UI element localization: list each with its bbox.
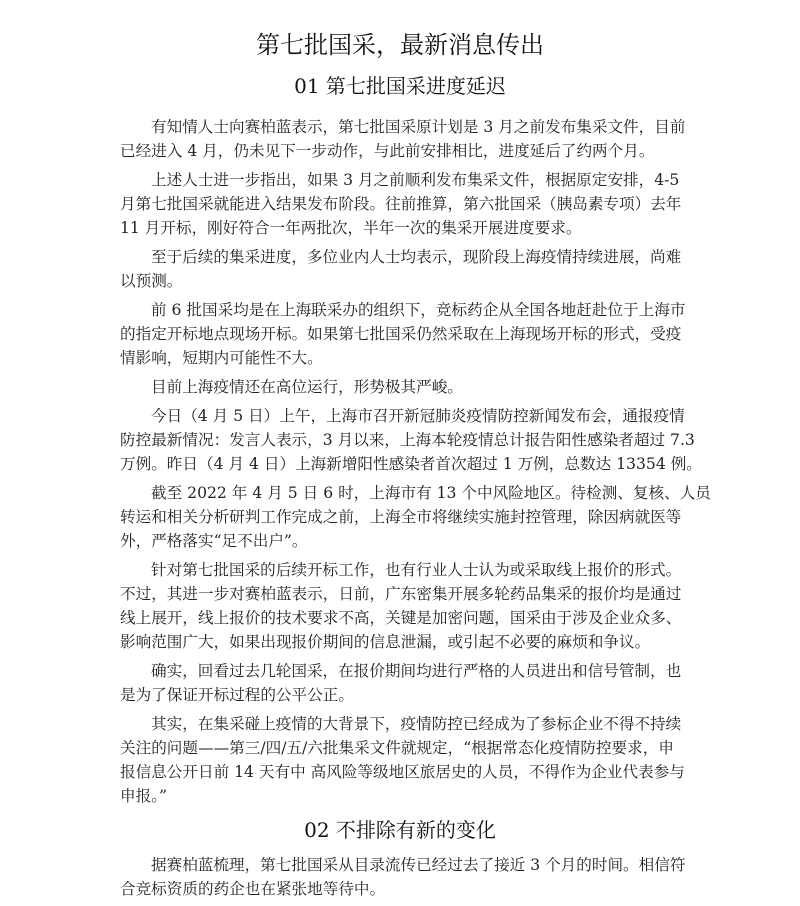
paragraph-line: 申报。” bbox=[120, 787, 167, 805]
paragraph-line: 截至 2022 年 4 月 5 日 6 时，上海市有 13 个中风险地区。待检测、复核、人员 bbox=[151, 484, 711, 502]
paragraph-line: 防控最新情况：发言人表示，3 月以来，上海本轮疫情总计报告阳性感染者超过 7.3 bbox=[120, 431, 695, 449]
paragraph-line: 今日（4 月 5 日）上午，上海市召开新冠肺炎疫情防控新闻发布会，通报疫情 bbox=[151, 407, 685, 425]
paragraph bbox=[120, 558, 690, 654]
paragraph-line: 月第七批国采就能进入结果发布阶段。往前推算，第六批国采（胰岛素专项）去年 bbox=[120, 195, 682, 213]
paragraph-line: 确实，回看过去几轮国采，在报价期间均进行严格的人员进出和信号管制，也 bbox=[151, 662, 682, 680]
section-2-body bbox=[120, 853, 690, 906]
paragraph-line: 至于后续的集采进度，多位业内人士均表示，现阶段上海疫情持续进展，尚难 bbox=[151, 248, 682, 266]
paragraph bbox=[120, 375, 690, 399]
paragraph-line: 转运和相关分析研判工作完成之前，上海全市将继续实施封控管理，除因病就医等 bbox=[120, 508, 682, 526]
paragraph bbox=[120, 245, 690, 293]
paragraph-line: 其实，在集采碰上疫情的大背景下，疫情防控已经成为了参标企业不得不持续 bbox=[151, 715, 682, 733]
paragraph-line: 合竞标资质的药企也在紧张地等待中。 bbox=[120, 880, 386, 898]
paragraph-line: 有知情人士向赛柏蓝表示，第七批国采原计划是 3 月之前发布集采文件，目前 bbox=[151, 118, 686, 136]
section-1-body bbox=[120, 115, 711, 813]
paragraph-line: 以预测。 bbox=[120, 272, 183, 290]
paragraph-line: 前 6 批国采均是在上海联采办的组织下，竞标药企从全国各地赶赴位于上海市 bbox=[151, 301, 686, 319]
paragraph-line: 11 月开标，刚好符合一年两批次，半年一次的集采开展进度要求。 bbox=[120, 219, 582, 237]
paragraph-line: 上述人士进一步指出，如果 3 月之前顺利发布集采文件，根据原定安排，4-5 bbox=[151, 171, 680, 189]
paragraph-line: 情影响，短期内可能性不大。 bbox=[120, 349, 323, 367]
paragraph-line: 关注的问题——第三/四/五/六批集采文件就规定，“根据常态化疫情防控要求，申 bbox=[120, 739, 674, 757]
paragraph-line: 是为了保证开标过程的公平公正。 bbox=[120, 686, 354, 704]
page-title: 第七批国采，最新消息传出 bbox=[256, 31, 544, 59]
paragraph bbox=[120, 853, 690, 901]
paragraph-line: 的指定开标地点现场开标。如果第七批国采仍然采取在上海现场开标的形式，受疫 bbox=[120, 325, 682, 343]
paragraph-line: 目前上海疫情还在高位运行，形势极其严峻。 bbox=[151, 378, 463, 396]
paragraph-line: 针对第七批国采的后续开标工作，也有行业人士认为或采取线上报价的形式。 bbox=[151, 561, 682, 579]
paragraph-line: 据赛柏蓝梳理，第七批国采从目录流传已经过去了接近 3 个月的时间。相信符 bbox=[151, 856, 686, 874]
paragraph bbox=[120, 168, 690, 240]
paragraph bbox=[120, 298, 690, 370]
paragraph bbox=[120, 115, 690, 163]
paragraph-line: 不过，其进一步对赛柏蓝表示，日前，广东密集开展多轮药品集采的报价均是通过 bbox=[120, 585, 682, 603]
paragraph bbox=[120, 659, 690, 707]
paragraph bbox=[120, 712, 690, 808]
paragraph bbox=[120, 404, 702, 476]
section-heading-01: 01 第七批国采进度延迟 bbox=[294, 74, 506, 98]
paragraph bbox=[120, 481, 711, 553]
paragraph-line: 万例。昨日（4 月 4 日）上海新增阳性感染者首次超过 1 万例，总数达 13354 例。 bbox=[120, 455, 702, 473]
paragraph-line: 外，严格落实“足不出户”。 bbox=[120, 532, 308, 550]
paragraph-line: 线上展开，线上报价的技术要求不高，关键是加密问题，国采由于涉及企业众多、 bbox=[120, 609, 682, 627]
paragraph-line: 报信息公开日前 14 天有中 高风险等级地区旅居史的人员，不得作为企业代表参与 bbox=[120, 763, 685, 781]
section-heading-02: 02 不排除有新的变化 bbox=[304, 818, 496, 842]
paragraph-line: 已经进入 4 月，仍未见下一步动作，与此前安排相比，进度延后了约两个月。 bbox=[120, 142, 655, 160]
paragraph-line: 影响范围广大，如果出现报价期间的信息泄漏，或引起不必要的麻烦和争议。 bbox=[120, 633, 651, 651]
